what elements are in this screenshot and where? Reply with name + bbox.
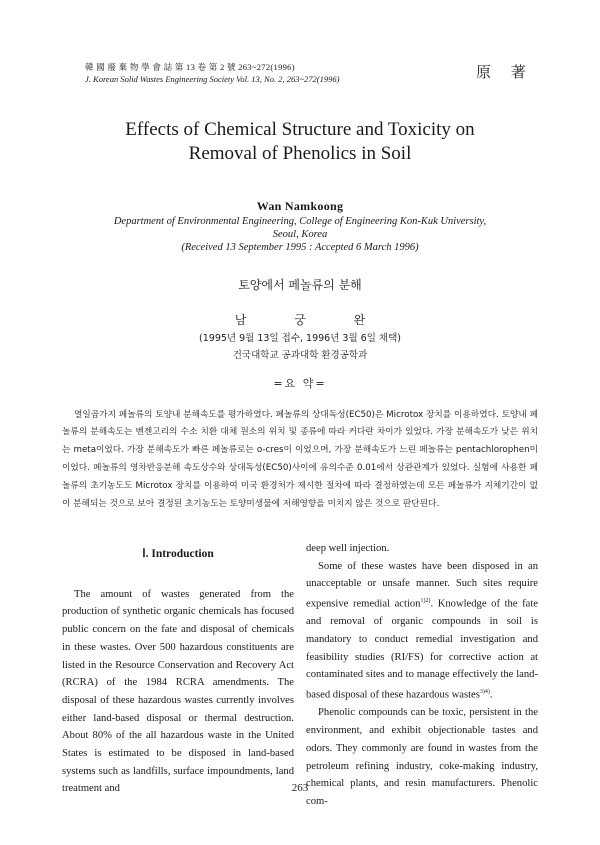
citation-3-4: 3)4) [479,689,490,696]
affiliation-line2: Seoul, Korea [272,229,328,240]
korean-abstract: 열일곱가지 페놀류의 토양내 분해속도를 평가하였다. 페놀류의 상대독성(EC50)은 Microtox 장치를 이용하였다. 토양내 페놀류의 분해속도는 벤젠고리의 수소 치환 대체 원소의 위치 및 종류에 따라 커다란 차이가 있었다. 가장 분해속도가 낮은 위치는 meta이었다. 가장 분해속도가 빠른 페놀류로는 o-cres이 이었으며, 가장 분해속도가 느린 페놀류는 pentachlorophen이 이었다. 페놀류의 영차반응분해 속도상수와 상대독성(EC50)사이에 유의수준 0.01에서 상관관계가 있었다. 실험에 사용한 페놀류의 초기농도도 Microtox 장치를 이용하여 미국 환경처가 제시한 절차에 따라 결정하였는데 모든 페놀류가 지체기간이 없이 분해되는 것으로 보아 결정된 초기농도는 토양미생물에 저해영향을 미치지 않은 것으로 판단된다. [62,409,538,509]
intro-paragraph-1: The amount of wastes generated from the production of synthetic organic chemicals has focused public concern on the fate and disposal of chemicals in these wastes. Over 500 hazardous constituents are listed in the Resource Conservation and Recovery Act (RCRA) of the 1984 RCRA amendments. The disposal of these hazardous wastes currently involves either land-based disposal or thermal destruction. About 80% of the all hazardous waste in the United States is estimated to be disposed in land-based systems such as landfills, surface impoundments, land treatment and [62,588,294,795]
intro-paragraph-2 [306,558,538,705]
affiliation [90,215,510,254]
left-column [62,540,294,798]
paper-title [60,118,540,166]
paper-title-line1: Effects of Chemical Structure and Toxicity on [125,119,475,140]
korean-received-dates: (1995년 9월 13일 접수, 1996년 3월 6일 채택) [199,333,401,344]
right-column [306,540,538,811]
abstract-heading: =요 약= [273,377,327,390]
intro-paragraph-2-text-a: Some of these wastes have been disposed in an unacceptable or unsafe manner. Such sites require expensive remedial action [306,560,538,610]
page-number: 263 [291,782,309,794]
journal-header-english: J. Korean Solid Wastes Engineering Society Vol. 13, No. 2, 263~272(1996) [85,74,340,84]
intro-paragraph-2-text-b: . Knowledge of the fate and removal of organic compounds in soil is mandatory to conduct remedial investigation and feasibility studies (RI/FS) for corrective action at contaminated sites and to manage effectively the land-based disposal of these hazardous wastes [306,598,538,701]
paper-title-line2: Removal of Phenolics in Soil [188,143,412,164]
korean-title: 토양에서 페놀류의 분해 [238,278,362,292]
author-name: Wan Namkoong [256,199,344,213]
intro-paragraph-1-continued: deep well injection. [306,543,390,554]
affiliation-line1: Department of Environmental Engineering, College of Engineering Kon-Kuk University, [113,216,487,227]
section-heading-introduction: Ⅰ. Introduction [142,548,214,560]
korean-affiliation: 건국대학교 공과대학 환경공학과 [232,350,368,361]
journal-header-korean: 韓 國 廢 棄 物 學 會 誌 第 13 卷 第 2 號 263~272(1996) [85,62,295,72]
article-type-badge: 原 著 [476,65,534,81]
intro-paragraph-2-text-c: . [489,689,493,701]
received-dates: (Received 13 September 1995 : Accepted 6 March 1996) [181,242,419,253]
korean-author: 남 궁 완 [234,313,388,327]
intro-paragraph-3: Phenolic compounds can be toxic, persistent in the environment, and exhibit objectionable tastes and odors. They commonly are found in wastes from the petroleum refining industry, coke-making industry, chemical plants, and resin manufacturers. Phenolic com- [306,707,538,807]
citation-1-2: 1)2) [420,598,431,605]
